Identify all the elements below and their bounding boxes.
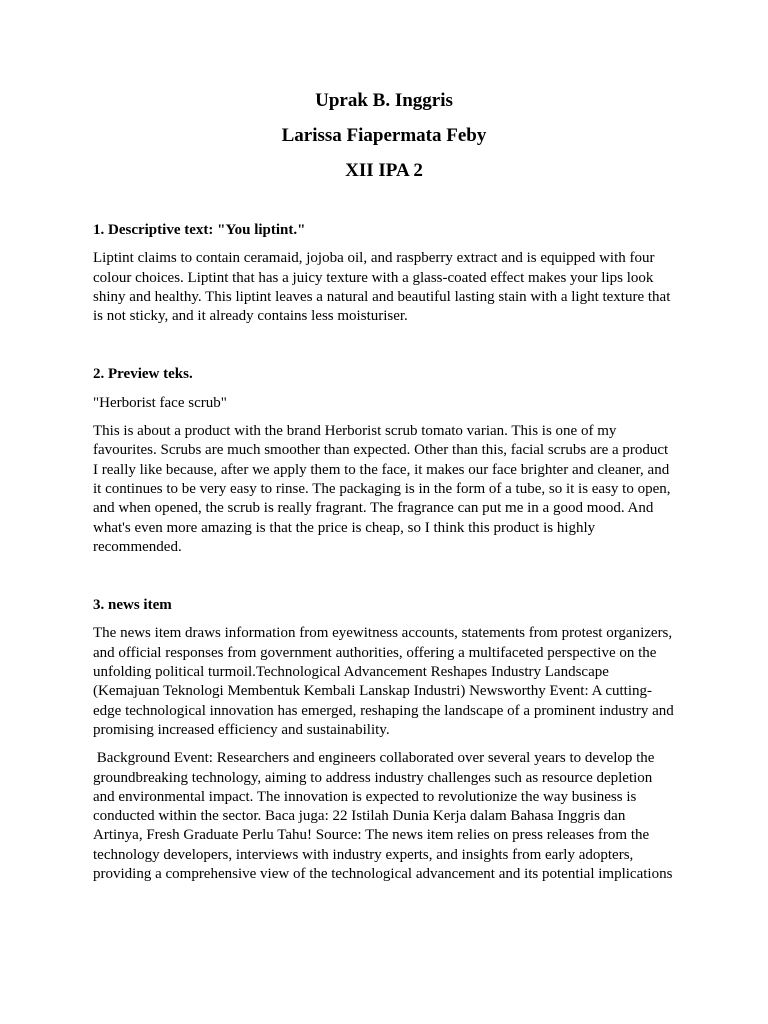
section-paragraph: The news item draws information from eyewitness accounts, statements from protest organizers, and official responses from government authorities, offering a multifaceted perspective on the unfolding political turmoil.Technological Advancement Reshapes Industry Landscape (Kemajuan Teknologi Membentuk Kembali Lanskap Industri) Newsworthy Event: A cutting-edge technological innovation has emerged, reshaping the landscape of a prominent industry and promising increased efficiency and sustainability. [93,625,674,738]
document-title: Uprak B. Inggris [315,90,453,111]
document-body [93,221,675,893]
section-paragraph: This is about a product with the brand Herborist scrub tomato varian. This is one of my favourites. Scrubs are much smoother than expected. Other than this, facial scrubs are a product I really like because, after we apply them to the face, it makes our face brighter and cleaner, and it continues to be very easy to rinse. The packaging is in the form of a tube, so it is easy to open, and when opened, the scrub is really fragrant. The fragrance can put me in a good mood. And what's even more amazing is that the price is cheap, so I think this product is highly recommended. [93,423,671,555]
section-preview [93,365,675,557]
section-news-item [93,596,675,884]
section-spacer [93,566,675,596]
author-name: Larissa Fiapermata Feby [281,125,487,146]
class-label: XII IPA 2 [345,160,423,181]
section-paragraph: Background Event: Researchers and engineers collaborated over several years to develop the groundbreaking technology, aiming to address industry challenges such as resource depletion and environmental impact. The innovation is expected to revolutionize the way business is conducted within the sector. Baca juga: 22 Istilah Dunia Kerja dalam Bahasa Inggris dan Artinya, Fresh Graduate Perlu Tahu! Source: The news item relies on press releases from the technology developers, interviews with industry experts, and insights from early adopters, providing a comprehensive view of the technological advancement and its potential implications [93,750,673,883]
section-heading: 2. Preview teks. [93,366,193,383]
section-heading: 3. news item [93,597,172,614]
section-paragraph: "Herborist face scrub" [93,394,227,411]
section-descriptive [93,221,675,326]
section-spacer [93,335,675,365]
section-paragraph: Liptint claims to contain ceramaid, jojoba oil, and raspberry extract and is equipped with four colour choices. Liptint that has a juicy texture with a glass-coated effect makes your lips look shiny and healthy. This liptint leaves a natural and beautiful lasting stain with a light texture that is not sticky, and it already contains less moisturiser. [93,250,671,325]
section-heading: 1. Descriptive text: "You liptint." [93,222,306,238]
